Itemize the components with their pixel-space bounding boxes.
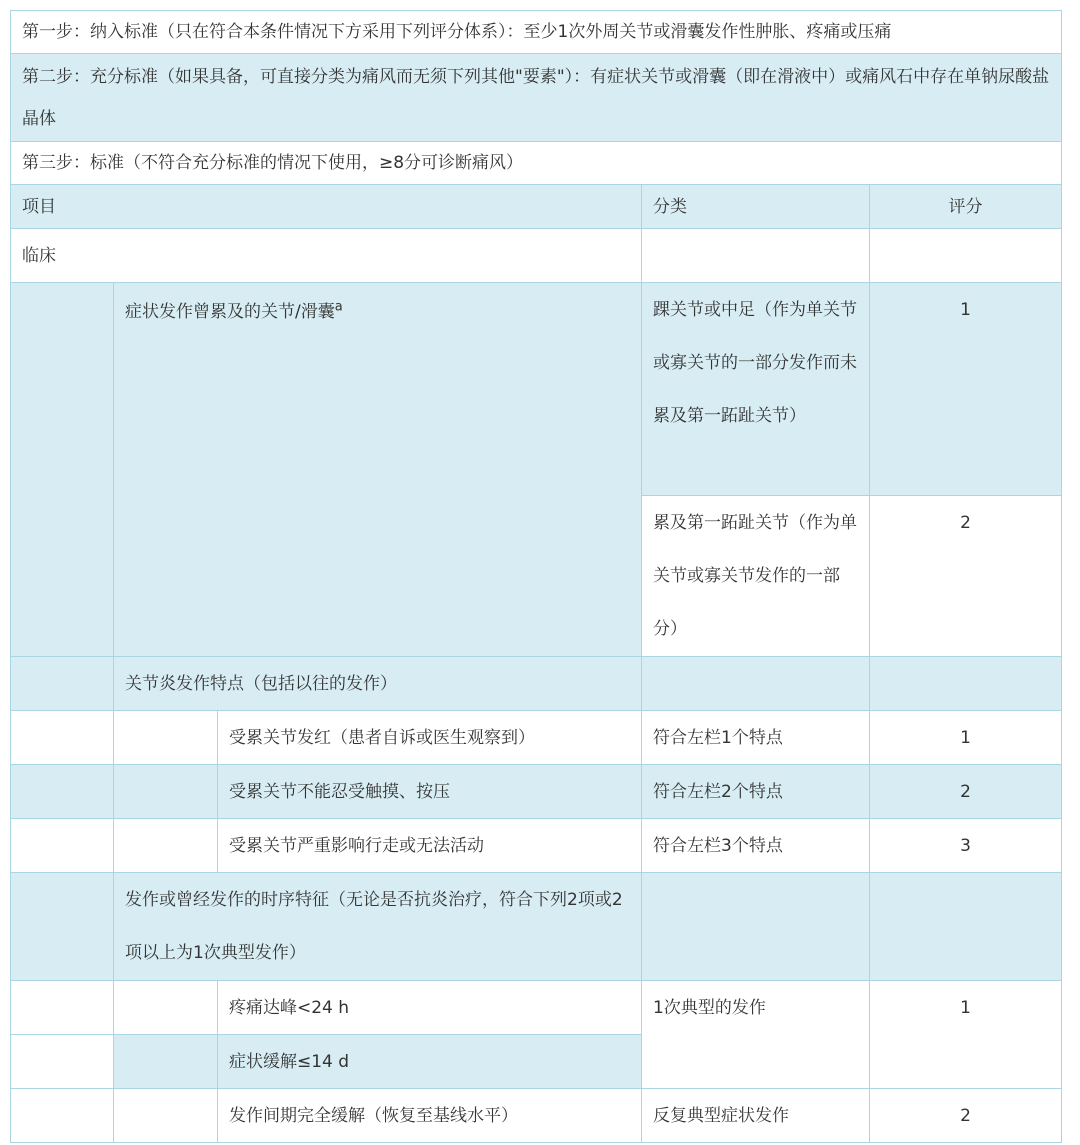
timing-symptom-resolution: 症状缓解≤14 d — [218, 1035, 642, 1089]
section-clinical-category-empty — [642, 229, 870, 283]
indent-cell — [11, 1035, 114, 1089]
footnote-marker: a — [334, 299, 343, 315]
indent-cell — [114, 1089, 218, 1143]
feature-redness-score: 1 — [870, 711, 1062, 765]
feature-tenderness: 受累关节不能忍受触摸、按压 — [218, 765, 642, 819]
indent-cell — [11, 1089, 114, 1143]
timing-complete-remission: 发作间期完全缓解（恢复至基线水平） — [218, 1089, 642, 1143]
indent-cell — [11, 283, 114, 657]
indent-cell — [114, 711, 218, 765]
joint-score-ankle-midfoot: 1 — [870, 283, 1062, 496]
indent-cell — [11, 981, 114, 1035]
joint-score-first-mtp: 2 — [870, 496, 1062, 657]
step2-sufficient-criterion: 第二步：充分标准（如果具备，可直接分类为痛风而无须下列其他"要素"）：有症状关节或滑囊（即在滑液中）或痛风石中存在单钠尿酸盐晶体 — [11, 54, 1062, 142]
joint-involvement-text: 症状发作曾累及的关节/滑囊 — [125, 302, 335, 322]
gout-classification-criteria-table — [10, 10, 1062, 1143]
arthritis-features-score-empty — [870, 657, 1062, 711]
feature-disability-category: 符合左栏3个特点 — [642, 819, 870, 873]
criteria-table-container — [10, 10, 1061, 1143]
feature-tenderness-score: 2 — [870, 765, 1062, 819]
section-clinical: 临床 — [11, 229, 642, 283]
step3-scoring-criterion: 第三步：标准（不符合充分标准的情况下使用，≥8分可诊断痛风） — [11, 142, 1062, 185]
timing-features-label: 发作或曾经发作的时序特征（无论是否抗炎治疗，符合下列2项或2项以上为1次典型发作） — [114, 873, 642, 981]
feature-tenderness-category: 符合左栏2个特点 — [642, 765, 870, 819]
joint-category-ankle-midfoot: 踝关节或中足（作为单关节或寡关节的一部分发作而未累及第一跖趾关节） — [642, 283, 870, 496]
timing-recurrent-episodes-score: 2 — [870, 1089, 1062, 1143]
indent-cell — [114, 765, 218, 819]
indent-cell — [114, 1035, 218, 1089]
indent-cell — [11, 765, 114, 819]
indent-cell — [114, 819, 218, 873]
timing-single-typical-episode: 1次典型的发作 — [642, 981, 870, 1089]
timing-score-empty — [870, 873, 1062, 981]
arthritis-features-category-empty — [642, 657, 870, 711]
feature-redness: 受累关节发红（患者自诉或医生观察到） — [218, 711, 642, 765]
timing-pain-peak: 疼痛达峰<24 h — [218, 981, 642, 1035]
header-category: 分类 — [642, 185, 870, 229]
arthritis-features-label: 关节炎发作特点（包括以往的发作） — [114, 657, 642, 711]
timing-recurrent-episodes: 反复典型症状发作 — [642, 1089, 870, 1143]
feature-disability: 受累关节严重影响行走或无法活动 — [218, 819, 642, 873]
indent-cell — [11, 711, 114, 765]
feature-disability-score: 3 — [870, 819, 1062, 873]
joint-involvement-label — [114, 283, 642, 657]
step1-entry-criterion: 第一步：纳入标准（只在符合本条件情况下方采用下列评分体系）：至少1次外周关节或滑囊发作性肿胀、疼痛或压痛 — [11, 11, 1062, 54]
header-item: 项目 — [11, 185, 642, 229]
indent-cell — [114, 981, 218, 1035]
section-clinical-score-empty — [870, 229, 1062, 283]
timing-category-empty — [642, 873, 870, 981]
indent-cell — [11, 819, 114, 873]
header-score: 评分 — [870, 185, 1062, 229]
indent-cell — [11, 657, 114, 711]
timing-single-typical-episode-score: 1 — [870, 981, 1062, 1089]
indent-cell — [11, 873, 114, 981]
joint-category-first-mtp: 累及第一跖趾关节（作为单关节或寡关节发作的一部分） — [642, 496, 870, 657]
feature-redness-category: 符合左栏1个特点 — [642, 711, 870, 765]
